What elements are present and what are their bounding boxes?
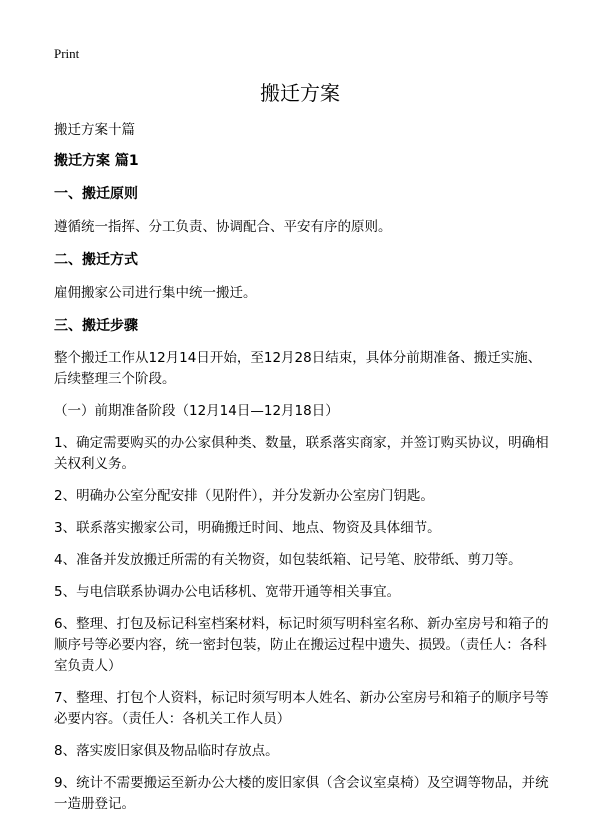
list-item: 1、确定需要购买的办公家俱种类、数量，联系落实商家，并签订购买协议，明确相关权利义务。 — [54, 435, 549, 472]
list-item: 3、联系落实搬家公司，明确搬迁时间、地点、物资及具体细节。 — [54, 520, 441, 536]
list-item: 2、明确办公室分配安排（见附件），并分发新办公室房门钥匙。 — [54, 488, 434, 504]
print-link[interactable]: Print — [54, 46, 80, 61]
paragraph-method: 雇佣搬家公司进行集中统一搬迁。 — [54, 285, 257, 301]
section-title: 搬迁方案 篇1 — [54, 153, 139, 169]
paragraph-principles: 遵循统一指挥、分工负责、协调配合、平安有序的原则。 — [54, 219, 392, 235]
paragraph-steps: 整个搬迁工作从12月14日开始，至12月28日结束，具体分前期准备、搬迁实施、后续整理三个阶段。 — [54, 350, 542, 387]
list-item: 4、准备并发放搬迁所需的有关物资，如包装纸箱、记号笔、胶带纸、剪刀等。 — [54, 552, 522, 568]
document-subtitle: 搬迁方案十篇 — [54, 122, 135, 138]
list-item: 6、整理、打包及标记科室档案材料，标记时须写明科室名称、新办室房号和箱子的顺序号等必要内容，统一密封包装，防止在搬运过程中遗失、损毁。（责任人：各科室负责人） — [54, 616, 549, 674]
page-title: 搬迁方案 — [260, 81, 340, 105]
list-item: 8、落实废旧家俱及物品临时存放点。 — [54, 743, 279, 759]
list-item: 7、整理、打包个人资料，标记时须写明本人姓名、新办公室房号和箱子的顺序号等必要内容。（责任人：各机关工作人员） — [54, 690, 549, 727]
list-item: 9、统计不需要搬运至新办公大楼的废旧家俱（含会议室桌椅）及空调等物品，并统一造册登记。 — [54, 775, 549, 812]
heading-principles: 一、搬迁原则 — [54, 186, 138, 202]
stage-heading: （一）前期准备阶段（12月14日—12月18日） — [54, 403, 339, 419]
document-body — [54, 120, 554, 815]
heading-method: 二、搬迁方式 — [54, 252, 138, 268]
list-item: 5、与电信联系协调办公电话移机、宽带开通等相关事宜。 — [54, 584, 401, 600]
heading-steps: 三、搬迁步骤 — [54, 318, 138, 334]
